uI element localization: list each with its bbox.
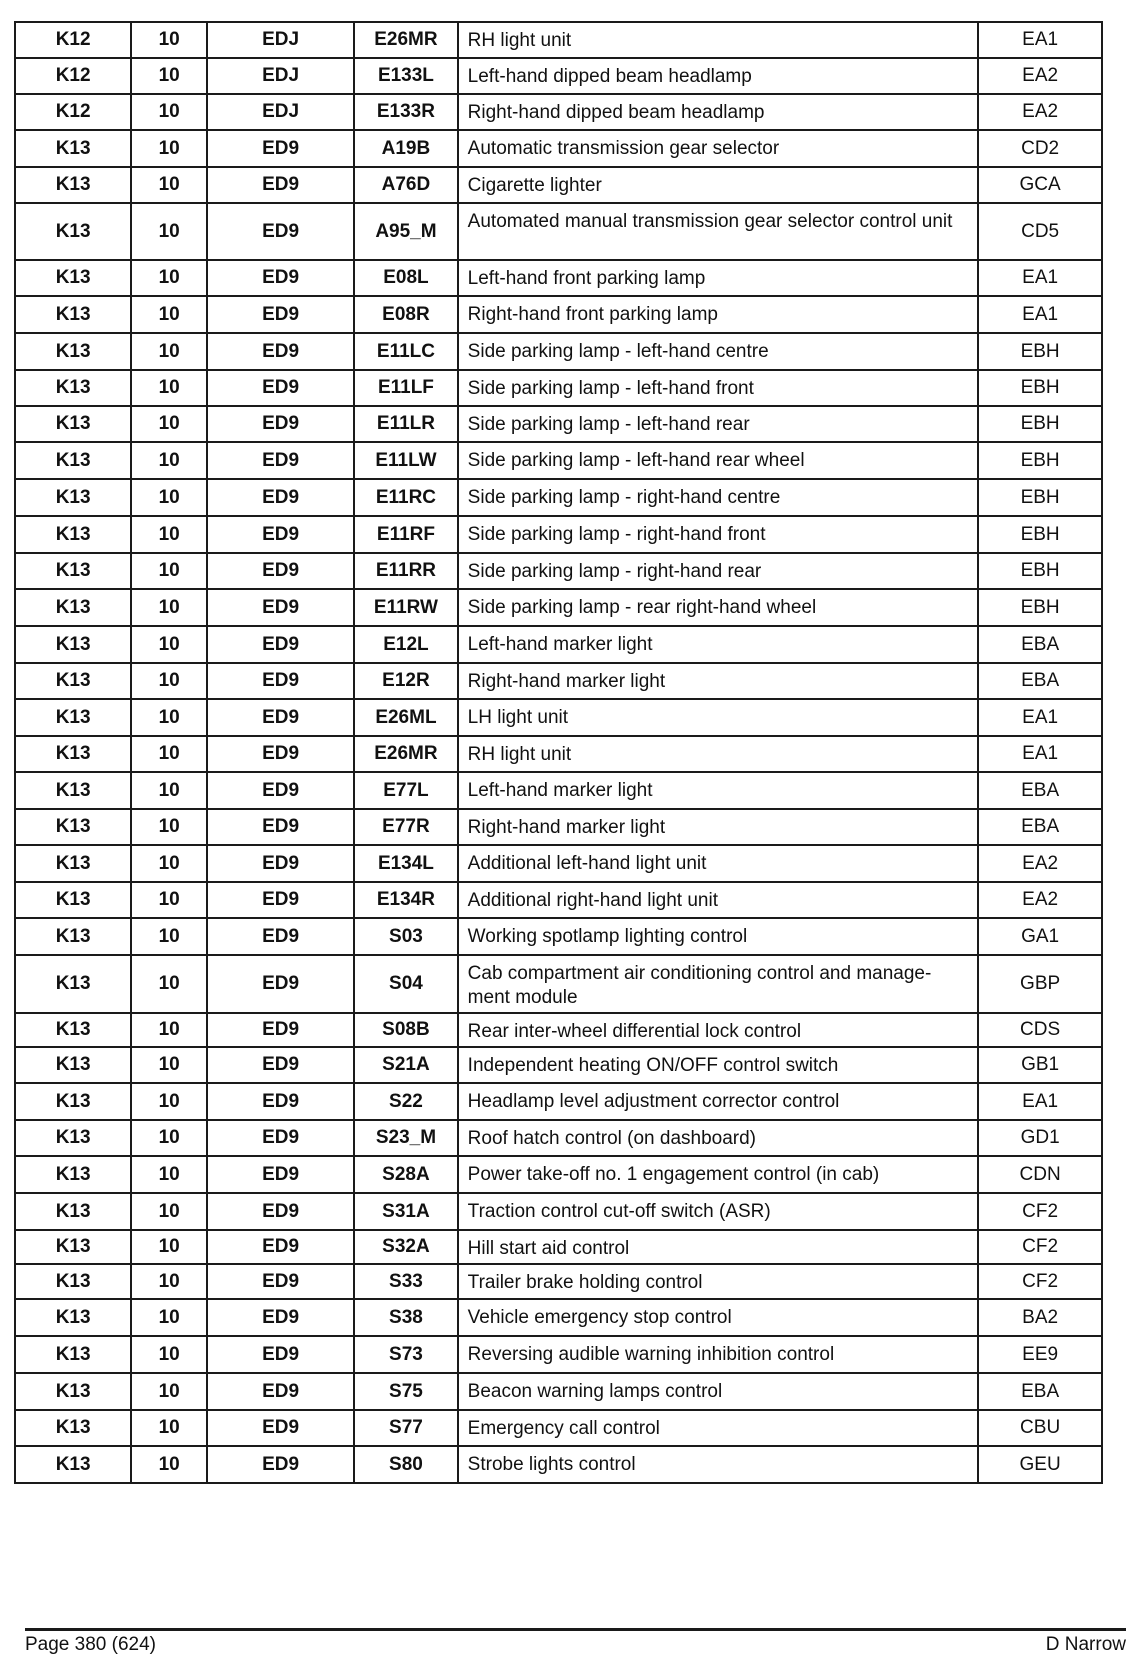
relay-cell: K13 bbox=[15, 882, 131, 918]
table-row bbox=[15, 370, 1102, 406]
fuse-cell: ED9 bbox=[207, 1047, 354, 1083]
function-group-cell: CDS bbox=[978, 1013, 1102, 1047]
function-group-cell: EA2 bbox=[978, 882, 1102, 918]
amperage-cell: 10 bbox=[131, 1156, 207, 1193]
component-code-cell: E134L bbox=[354, 845, 457, 882]
table-row bbox=[15, 699, 1102, 736]
function-group-cell: CD5 bbox=[978, 203, 1102, 260]
fuse-cell: ED9 bbox=[207, 1083, 354, 1120]
fuse-cell: ED9 bbox=[207, 589, 354, 626]
component-code-cell: E11LC bbox=[354, 333, 457, 370]
description-cell: Right-hand dipped beam headlamp bbox=[458, 94, 979, 130]
table-row bbox=[15, 58, 1102, 94]
function-group-cell: EA1 bbox=[978, 1083, 1102, 1120]
component-code-cell: S32A bbox=[354, 1230, 457, 1264]
function-group-cell: EA2 bbox=[978, 58, 1102, 94]
relay-cell: K13 bbox=[15, 1120, 131, 1156]
table-row bbox=[15, 1156, 1102, 1193]
fuse-cell: ED9 bbox=[207, 1373, 354, 1410]
description-cell: Traction control cut-off switch (ASR) bbox=[458, 1193, 979, 1230]
function-group-cell: CBU bbox=[978, 1410, 1102, 1446]
fuse-cell: ED9 bbox=[207, 772, 354, 809]
component-code-cell: E11RR bbox=[354, 553, 457, 589]
amperage-cell: 10 bbox=[131, 626, 207, 663]
amperage-cell: 10 bbox=[131, 663, 207, 699]
fuse-cell: ED9 bbox=[207, 736, 354, 772]
fuse-cell: ED9 bbox=[207, 918, 354, 955]
fuse-cell: ED9 bbox=[207, 809, 354, 845]
table-row bbox=[15, 882, 1102, 918]
description-cell: Vehicle emergency stop control bbox=[458, 1299, 979, 1336]
fuse-cell: ED9 bbox=[207, 1264, 354, 1299]
fuse-cell: ED9 bbox=[207, 1230, 354, 1264]
table-row bbox=[15, 589, 1102, 626]
function-group-cell: GCA bbox=[978, 167, 1102, 203]
fuse-cell: ED9 bbox=[207, 167, 354, 203]
function-group-cell: EBH bbox=[978, 370, 1102, 406]
table-row bbox=[15, 1264, 1102, 1299]
description-cell: RH light unit bbox=[458, 22, 979, 58]
description-cell: LH light unit bbox=[458, 699, 979, 736]
description-cell: Right-hand front parking lamp bbox=[458, 296, 979, 333]
description-cell: Side parking lamp - right-hand front bbox=[458, 516, 979, 553]
relay-cell: K13 bbox=[15, 955, 131, 1013]
function-group-cell: EA1 bbox=[978, 296, 1102, 333]
function-group-cell: EA1 bbox=[978, 260, 1102, 296]
table-row bbox=[15, 22, 1102, 58]
table-row bbox=[15, 1120, 1102, 1156]
relay-cell: K13 bbox=[15, 589, 131, 626]
component-code-cell: E26ML bbox=[354, 699, 457, 736]
function-group-cell: CF2 bbox=[978, 1193, 1102, 1230]
amperage-cell: 10 bbox=[131, 1410, 207, 1446]
relay-cell: K13 bbox=[15, 1083, 131, 1120]
amperage-cell: 10 bbox=[131, 918, 207, 955]
component-code-cell: E11LW bbox=[354, 442, 457, 479]
description-cell: Side parking lamp - rear right-hand wheel bbox=[458, 589, 979, 626]
table-row bbox=[15, 333, 1102, 370]
component-code-cell: E133L bbox=[354, 58, 457, 94]
relay-cell: K13 bbox=[15, 1336, 131, 1373]
component-code-cell: E26MR bbox=[354, 22, 457, 58]
relay-cell: K13 bbox=[15, 553, 131, 589]
table-row bbox=[15, 167, 1102, 203]
component-code-cell: E134R bbox=[354, 882, 457, 918]
table-row bbox=[15, 94, 1102, 130]
fuse-cell: EDJ bbox=[207, 94, 354, 130]
component-code-cell: S77 bbox=[354, 1410, 457, 1446]
table-row bbox=[15, 1373, 1102, 1410]
relay-cell: K12 bbox=[15, 22, 131, 58]
fuse-cell: ED9 bbox=[207, 203, 354, 260]
description-cell: Side parking lamp - left-hand front bbox=[458, 370, 979, 406]
description-cell: Cigarette lighter bbox=[458, 167, 979, 203]
amperage-cell: 10 bbox=[131, 955, 207, 1013]
fuse-cell: ED9 bbox=[207, 553, 354, 589]
amperage-cell: 10 bbox=[131, 1264, 207, 1299]
component-code-cell: S73 bbox=[354, 1336, 457, 1373]
description-cell: Additional left-hand light unit bbox=[458, 845, 979, 882]
description-cell: Hill start aid control bbox=[458, 1230, 979, 1264]
table-row bbox=[15, 203, 1102, 260]
function-group-cell: GEU bbox=[978, 1446, 1102, 1483]
amperage-cell: 10 bbox=[131, 772, 207, 809]
fuse-cell: ED9 bbox=[207, 333, 354, 370]
fuse-cell: ED9 bbox=[207, 1013, 354, 1047]
fuse-cell: ED9 bbox=[207, 130, 354, 167]
fuse-cell: ED9 bbox=[207, 845, 354, 882]
component-code-cell: E08L bbox=[354, 260, 457, 296]
amperage-cell: 10 bbox=[131, 1120, 207, 1156]
amperage-cell: 10 bbox=[131, 296, 207, 333]
description-cell: Left-hand front parking lamp bbox=[458, 260, 979, 296]
table-row bbox=[15, 479, 1102, 516]
table-row bbox=[15, 516, 1102, 553]
table-row bbox=[15, 845, 1102, 882]
relay-cell: K12 bbox=[15, 58, 131, 94]
fuse-cell: ED9 bbox=[207, 370, 354, 406]
amperage-cell: 10 bbox=[131, 370, 207, 406]
component-code-cell: E12R bbox=[354, 663, 457, 699]
fuse-cell: ED9 bbox=[207, 442, 354, 479]
relay-cell: K13 bbox=[15, 809, 131, 845]
amperage-cell: 10 bbox=[131, 260, 207, 296]
fuse-cell: EDJ bbox=[207, 22, 354, 58]
function-group-cell: CF2 bbox=[978, 1230, 1102, 1264]
fuse-cell: ED9 bbox=[207, 1193, 354, 1230]
fuse-cell: ED9 bbox=[207, 663, 354, 699]
amperage-cell: 10 bbox=[131, 1299, 207, 1336]
relay-cell: K13 bbox=[15, 1230, 131, 1264]
amperage-cell: 10 bbox=[131, 130, 207, 167]
relay-cell: K13 bbox=[15, 260, 131, 296]
function-group-cell: GBP bbox=[978, 955, 1102, 1013]
fuse-cell: ED9 bbox=[207, 699, 354, 736]
relay-cell: K13 bbox=[15, 1410, 131, 1446]
fuse-cell: ED9 bbox=[207, 406, 354, 442]
amperage-cell: 10 bbox=[131, 589, 207, 626]
relay-cell: K13 bbox=[15, 333, 131, 370]
amperage-cell: 10 bbox=[131, 22, 207, 58]
function-group-cell: EBH bbox=[978, 479, 1102, 516]
description-cell: Independent heating ON/OFF control switch bbox=[458, 1047, 979, 1083]
description-cell: Reversing audible warning inhibition control bbox=[458, 1336, 979, 1373]
function-group-cell: EBH bbox=[978, 406, 1102, 442]
table-row bbox=[15, 553, 1102, 589]
relay-cell: K13 bbox=[15, 626, 131, 663]
component-code-cell: S80 bbox=[354, 1446, 457, 1483]
component-code-cell: S31A bbox=[354, 1193, 457, 1230]
component-code-cell: E11RW bbox=[354, 589, 457, 626]
fuse-cell: ED9 bbox=[207, 1120, 354, 1156]
relay-cell: K13 bbox=[15, 406, 131, 442]
table-row bbox=[15, 809, 1102, 845]
amperage-cell: 10 bbox=[131, 553, 207, 589]
table-row bbox=[15, 1193, 1102, 1230]
amperage-cell: 10 bbox=[131, 1336, 207, 1373]
amperage-cell: 10 bbox=[131, 203, 207, 260]
component-code-cell: S08B bbox=[354, 1013, 457, 1047]
function-group-cell: EBH bbox=[978, 589, 1102, 626]
table-row bbox=[15, 442, 1102, 479]
fuse-cell: ED9 bbox=[207, 516, 354, 553]
relay-cell: K13 bbox=[15, 1264, 131, 1299]
description-cell: Automated manual transmission gear selector control unit bbox=[458, 203, 979, 260]
function-group-cell: EA1 bbox=[978, 699, 1102, 736]
description-cell: Side parking lamp - left-hand centre bbox=[458, 333, 979, 370]
amperage-cell: 10 bbox=[131, 1193, 207, 1230]
relay-cell: K13 bbox=[15, 663, 131, 699]
amperage-cell: 10 bbox=[131, 479, 207, 516]
amperage-cell: 10 bbox=[131, 1373, 207, 1410]
table-row bbox=[15, 1013, 1102, 1047]
function-group-cell: CD2 bbox=[978, 130, 1102, 167]
function-group-cell: EBA bbox=[978, 772, 1102, 809]
description-cell: Working spotlamp lighting control bbox=[458, 918, 979, 955]
component-code-cell: E11LR bbox=[354, 406, 457, 442]
fuse-cell: ED9 bbox=[207, 955, 354, 1013]
description-cell: Left-hand marker light bbox=[458, 772, 979, 809]
amperage-cell: 10 bbox=[131, 442, 207, 479]
description-cell: Trailer brake holding control bbox=[458, 1264, 979, 1299]
component-code-cell: S03 bbox=[354, 918, 457, 955]
component-code-cell: E77L bbox=[354, 772, 457, 809]
relay-cell: K13 bbox=[15, 130, 131, 167]
function-group-cell: EBA bbox=[978, 809, 1102, 845]
function-group-cell: EA1 bbox=[978, 22, 1102, 58]
fuse-cell: ED9 bbox=[207, 1156, 354, 1193]
function-group-cell: EA2 bbox=[978, 94, 1102, 130]
table-row bbox=[15, 406, 1102, 442]
function-group-cell: EBH bbox=[978, 516, 1102, 553]
description-cell: Cab compartment air conditioning control and manage-ment module bbox=[458, 955, 979, 1013]
relay-cell: K13 bbox=[15, 918, 131, 955]
component-code-cell: A95_M bbox=[354, 203, 457, 260]
amperage-cell: 10 bbox=[131, 58, 207, 94]
function-group-cell: EBH bbox=[978, 442, 1102, 479]
component-code-cell: S33 bbox=[354, 1264, 457, 1299]
relay-cell: K13 bbox=[15, 1047, 131, 1083]
table-row bbox=[15, 1410, 1102, 1446]
relay-cell: K13 bbox=[15, 1013, 131, 1047]
description-cell: Side parking lamp - left-hand rear bbox=[458, 406, 979, 442]
relay-cell: K13 bbox=[15, 370, 131, 406]
relay-cell: K13 bbox=[15, 736, 131, 772]
amperage-cell: 10 bbox=[131, 167, 207, 203]
relay-cell: K13 bbox=[15, 167, 131, 203]
relay-cell: K12 bbox=[15, 94, 131, 130]
amperage-cell: 10 bbox=[131, 736, 207, 772]
footer-divider bbox=[25, 1628, 1126, 1631]
relay-cell: K13 bbox=[15, 699, 131, 736]
fuse-cell: ED9 bbox=[207, 296, 354, 333]
component-code-cell: S23_M bbox=[354, 1120, 457, 1156]
function-group-cell: GA1 bbox=[978, 918, 1102, 955]
amperage-cell: 10 bbox=[131, 1047, 207, 1083]
relay-cell: K13 bbox=[15, 1373, 131, 1410]
relay-cell: K13 bbox=[15, 203, 131, 260]
component-code-cell: S21A bbox=[354, 1047, 457, 1083]
function-group-cell: EA2 bbox=[978, 845, 1102, 882]
description-cell: Additional right-hand light unit bbox=[458, 882, 979, 918]
relay-cell: K13 bbox=[15, 1299, 131, 1336]
table-row bbox=[15, 260, 1102, 296]
table-row bbox=[15, 772, 1102, 809]
fuse-cell: ED9 bbox=[207, 1410, 354, 1446]
description-cell: Side parking lamp - right-hand centre bbox=[458, 479, 979, 516]
relay-cell: K13 bbox=[15, 516, 131, 553]
description-cell: Strobe lights control bbox=[458, 1446, 979, 1483]
description-cell: Right-hand marker light bbox=[458, 809, 979, 845]
function-group-cell: EA1 bbox=[978, 736, 1102, 772]
fuse-cell: ED9 bbox=[207, 1446, 354, 1483]
amperage-cell: 10 bbox=[131, 333, 207, 370]
component-code-cell: E11RC bbox=[354, 479, 457, 516]
table-row bbox=[15, 663, 1102, 699]
fuse-cell: ED9 bbox=[207, 882, 354, 918]
function-group-cell: EE9 bbox=[978, 1336, 1102, 1373]
component-code-cell: S28A bbox=[354, 1156, 457, 1193]
fuse-cell: EDJ bbox=[207, 58, 354, 94]
description-cell: Side parking lamp - right-hand rear bbox=[458, 553, 979, 589]
table-row bbox=[15, 736, 1102, 772]
fuse-cell: ED9 bbox=[207, 479, 354, 516]
component-code-cell: E133R bbox=[354, 94, 457, 130]
fuse-cell: ED9 bbox=[207, 626, 354, 663]
description-cell: Emergency call control bbox=[458, 1410, 979, 1446]
table-row bbox=[15, 918, 1102, 955]
amperage-cell: 10 bbox=[131, 1083, 207, 1120]
component-code-cell: A76D bbox=[354, 167, 457, 203]
description-cell: Automatic transmission gear selector bbox=[458, 130, 979, 167]
table-row bbox=[15, 1446, 1102, 1483]
component-code-cell: E26MR bbox=[354, 736, 457, 772]
table-row bbox=[15, 296, 1102, 333]
relay-cell: K13 bbox=[15, 479, 131, 516]
amperage-cell: 10 bbox=[131, 94, 207, 130]
amperage-cell: 10 bbox=[131, 406, 207, 442]
component-code-cell: S75 bbox=[354, 1373, 457, 1410]
fuse-cell: ED9 bbox=[207, 260, 354, 296]
component-code-cell: S22 bbox=[354, 1083, 457, 1120]
component-code-cell: A19B bbox=[354, 130, 457, 167]
document-name: D Narrow bbox=[1045, 1634, 1126, 1655]
relay-cell: K13 bbox=[15, 772, 131, 809]
function-group-cell: EBH bbox=[978, 333, 1102, 370]
component-code-cell: E12L bbox=[354, 626, 457, 663]
function-group-cell: GD1 bbox=[978, 1120, 1102, 1156]
description-cell: Side parking lamp - left-hand rear wheel bbox=[458, 442, 979, 479]
description-cell: Right-hand marker light bbox=[458, 663, 979, 699]
table-row bbox=[15, 1047, 1102, 1083]
function-group-cell: CDN bbox=[978, 1156, 1102, 1193]
fuse-cell: ED9 bbox=[207, 1336, 354, 1373]
amperage-cell: 10 bbox=[131, 699, 207, 736]
description-cell: Beacon warning lamps control bbox=[458, 1373, 979, 1410]
function-group-cell: CF2 bbox=[978, 1264, 1102, 1299]
description-cell: Rear inter-wheel differential lock control bbox=[458, 1013, 979, 1047]
table-row bbox=[15, 1230, 1102, 1264]
table-row bbox=[15, 1336, 1102, 1373]
fuse-allocation-table bbox=[14, 21, 1103, 1484]
relay-cell: K13 bbox=[15, 296, 131, 333]
amperage-cell: 10 bbox=[131, 516, 207, 553]
table-row bbox=[15, 955, 1102, 1013]
relay-cell: K13 bbox=[15, 1193, 131, 1230]
function-group-cell: EBA bbox=[978, 626, 1102, 663]
description-cell: Roof hatch control (on dashboard) bbox=[458, 1120, 979, 1156]
amperage-cell: 10 bbox=[131, 845, 207, 882]
component-code-cell: E11LF bbox=[354, 370, 457, 406]
amperage-cell: 10 bbox=[131, 882, 207, 918]
relay-cell: K13 bbox=[15, 1446, 131, 1483]
description-cell: Left-hand dipped beam headlamp bbox=[458, 58, 979, 94]
fuse-cell: ED9 bbox=[207, 1299, 354, 1336]
table-row bbox=[15, 1299, 1102, 1336]
component-code-cell: S38 bbox=[354, 1299, 457, 1336]
function-group-cell: EBH bbox=[978, 553, 1102, 589]
component-code-cell: E77R bbox=[354, 809, 457, 845]
function-group-cell: GB1 bbox=[978, 1047, 1102, 1083]
function-group-cell: EBA bbox=[978, 663, 1102, 699]
description-cell: Headlamp level adjustment corrector control bbox=[458, 1083, 979, 1120]
relay-cell: K13 bbox=[15, 845, 131, 882]
relay-cell: K13 bbox=[15, 1156, 131, 1193]
function-group-cell: EBA bbox=[978, 1373, 1102, 1410]
amperage-cell: 10 bbox=[131, 1446, 207, 1483]
description-cell: RH light unit bbox=[458, 736, 979, 772]
component-code-cell: S04 bbox=[354, 955, 457, 1013]
amperage-cell: 10 bbox=[131, 809, 207, 845]
page-number: Page 380 (624) bbox=[25, 1634, 156, 1655]
description-cell: Left-hand marker light bbox=[458, 626, 979, 663]
table-row bbox=[15, 130, 1102, 167]
component-code-cell: E08R bbox=[354, 296, 457, 333]
amperage-cell: 10 bbox=[131, 1230, 207, 1264]
table-row bbox=[15, 1083, 1102, 1120]
table-row bbox=[15, 626, 1102, 663]
component-code-cell: E11RF bbox=[354, 516, 457, 553]
relay-cell: K13 bbox=[15, 442, 131, 479]
amperage-cell: 10 bbox=[131, 1013, 207, 1047]
function-group-cell: BA2 bbox=[978, 1299, 1102, 1336]
description-cell: Power take-off no. 1 engagement control (in cab) bbox=[458, 1156, 979, 1193]
